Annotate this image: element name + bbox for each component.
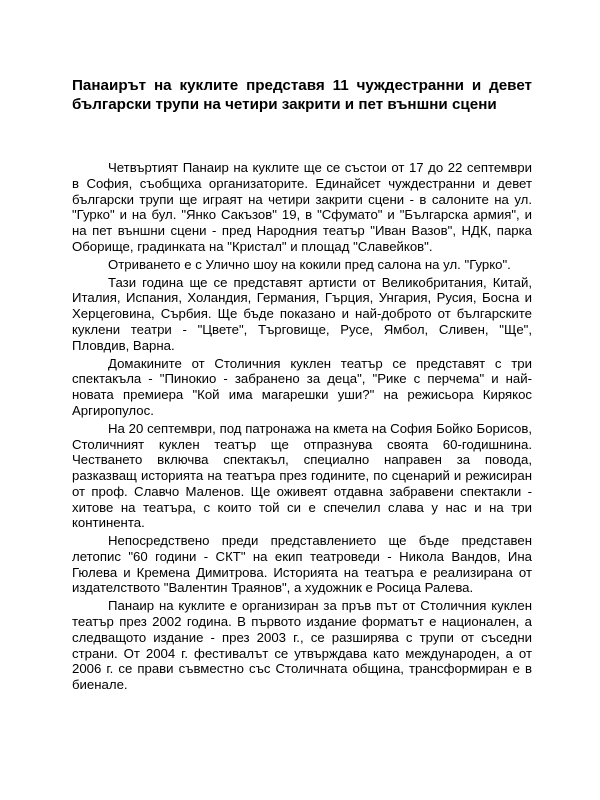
- paragraph-festival-intro: Четвъртият Панаир на куклите ще се състои от 17 до 22 септември в София, съобщиха организаторите. Единайсет чуждестранни и девет български трупи ще играят на четири закрити сцени - в салоните на ул. "Гурко" и на бул. "Янко Сакъзов" 19, в "Сфумато" и "Българска армия", и на пет външни сцени - пред Народния театър "Иван Вазов", НДК, парка Оборище, градинката на "Кристал" и площад "Славейков".: [72, 160, 532, 254]
- article-title: Панаирът на куклите представя 11 чуждестранни и девет български трупи на четири закрити и пет външни сцени: [72, 77, 532, 113]
- paragraph-hosts: Домакините от Столичния куклен театър се представят с три спектакъла - "Пинокио - забранено за деца", "Рике с перчема" и най-новата премиера "Кой има магарешки уши?" на режисьора Кирякос Аргиропулос.: [72, 355, 532, 418]
- paragraph-anniversary: На 20 септември, под патронажа на кмета на София Бойко Борисов, Столичният куклен театър ще отпразнува своята 60-годишнина. Честването включва спектакъл, специално направен за повода, разказващ историята на театъра през годините, по сценарий и режисиран от проф. Славчо Маленов. Ще оживеят отдавна забравени спектакли - хитове на театъра, с които той си е спечелил слава у нас и на три континента.: [72, 420, 532, 531]
- paragraph-opening: Отриването е с Улично шоу на кокили пред салона на ул. "Гурко".: [108, 256, 511, 272]
- paragraph-chronicle: Непосредствено преди представлението ще бъде представен летопис "60 години - СКТ" на екип театроведи - Никола Вандов, Ина Гюлева и Кремена Димитрова. Историята на театъра е реализирана от издателството "Валентин Траянов", а художник е Росица Ралева.: [72, 533, 532, 596]
- article-body: [72, 160, 532, 693]
- paragraph-history: Панаир на куклите е организиран за пръв път от Столичния куклен театър през 2002 година. В първото издание форматът е национален, а следващото издание - през 2003 г., се разширява с трупи от съседни страни. От 2004 г. фестивалът се утвърждава като международен, а от 2006 г. се прави съвместно със Столичната община, трансформиран е в биенале.: [72, 598, 532, 693]
- paragraph-participants: Тази година ще се представят артисти от Великобритания, Китай, Италия, Испания, Холандия, Германия, Гърция, Унгария, Русия, Босна и Херцеговина, Сърбия. Ще бъде показано и най-доброто от българските куклени театри - "Цвете", Търговище, Русе, Ямбол, Сливен, "Ще", Пловдив, Варна.: [72, 274, 532, 353]
